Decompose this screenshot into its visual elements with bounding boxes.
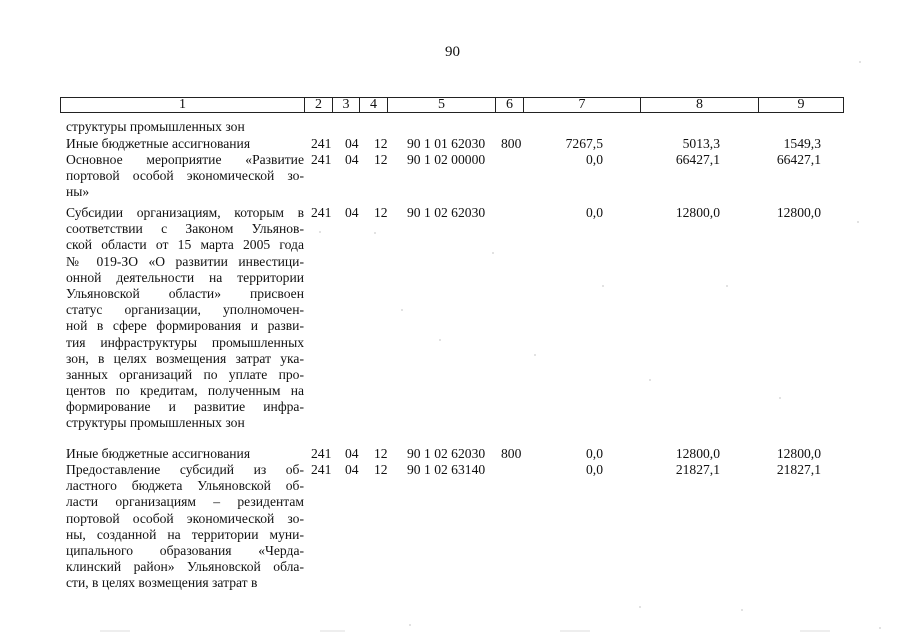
description-line: сти, в целях возмещения затрат в bbox=[66, 575, 258, 591]
cell-c7: 0,0 bbox=[586, 152, 603, 167]
row-description bbox=[66, 462, 304, 592]
description-line: Предоставление субсидий из об- bbox=[66, 462, 304, 477]
description-line: ны» bbox=[66, 184, 90, 200]
description-line: портовой особой экономической зо- bbox=[66, 510, 304, 526]
cell-c9: 66427,1 bbox=[776, 152, 821, 167]
description-line: ной в сфере формирования и разви- bbox=[66, 318, 304, 334]
header-col-1: 1 bbox=[61, 98, 305, 112]
description-line: занных организаций по уплате про- bbox=[66, 366, 304, 382]
cell-c7: 0,0 bbox=[586, 462, 603, 477]
cell-c5: 90 1 02 63140 bbox=[407, 462, 486, 477]
cell-c2: 241 bbox=[311, 446, 332, 461]
description-line: тия инфраструктуры промышленных bbox=[66, 334, 304, 350]
cell-c5: 90 1 02 62030 bbox=[407, 205, 486, 220]
description-line: Иные бюджетные ассигнования bbox=[66, 446, 251, 461]
header-col-4: 4 bbox=[360, 98, 388, 112]
cell-c3: 04 bbox=[345, 152, 359, 167]
description-line: № 019-ЗО «О развитии инвестици- bbox=[66, 253, 304, 269]
row-description bbox=[66, 152, 304, 201]
table-header bbox=[60, 97, 844, 113]
cell-c4: 12 bbox=[374, 136, 388, 151]
cell-c2: 241 bbox=[311, 136, 332, 151]
cell-c9: 12800,0 bbox=[776, 205, 821, 220]
description-line: зон, в целях возмещения затрат ука- bbox=[66, 350, 304, 366]
header-col-5: 5 bbox=[388, 98, 496, 112]
cell-c7: 0,0 bbox=[586, 446, 603, 461]
cell-c9: 12800,0 bbox=[776, 446, 821, 461]
description-line: статус организации, уполномочен- bbox=[66, 302, 304, 318]
cell-c4: 12 bbox=[374, 205, 388, 220]
header-col-8: 8 bbox=[641, 98, 759, 112]
description-line: клинский район» Ульяновской обла- bbox=[66, 559, 304, 575]
cell-c8: 12800,0 bbox=[675, 446, 720, 461]
description-line: ской области от 15 марта 2005 года bbox=[66, 237, 304, 253]
description-line: онной деятельности на территории bbox=[66, 269, 304, 285]
cell-c4: 12 bbox=[374, 446, 388, 461]
cell-c8: 5013,3 bbox=[682, 136, 720, 151]
description-line: центов по кредитам, полученным на bbox=[66, 383, 304, 399]
cell-c6: 800 bbox=[501, 136, 522, 151]
description-line: ны, созданной на территории муни- bbox=[66, 526, 304, 542]
description-line: ластного бюджета Ульяновской об- bbox=[66, 478, 304, 494]
cell-c2: 241 bbox=[311, 152, 332, 167]
description-line: структуры промышленных зон bbox=[66, 415, 245, 431]
cell-c6: 800 bbox=[501, 446, 522, 461]
description-line: Основное мероприятие «Развитие bbox=[66, 152, 304, 167]
header-col-3: 3 bbox=[333, 98, 360, 112]
cell-c5: 90 1 01 62030 bbox=[407, 136, 486, 151]
header-col-2: 2 bbox=[305, 98, 333, 112]
description-line: ласти организациям – резидентам bbox=[66, 494, 304, 510]
cell-c4: 12 bbox=[374, 152, 388, 167]
cell-c9: 1549,3 bbox=[783, 136, 821, 151]
description-line: структуры промышленных зон bbox=[66, 119, 245, 134]
page-number: 90 bbox=[445, 44, 460, 60]
cell-c2: 241 bbox=[311, 462, 332, 477]
row-description bbox=[66, 119, 304, 135]
cell-c4: 12 bbox=[374, 462, 388, 477]
cell-c7: 7267,5 bbox=[565, 136, 603, 151]
header-col-7: 7 bbox=[524, 98, 641, 112]
cell-c2: 241 bbox=[311, 205, 332, 220]
cell-c8: 12800,0 bbox=[675, 205, 720, 220]
description-line: Субсидии организациям, которым в bbox=[66, 205, 304, 220]
cell-c5: 90 1 02 62030 bbox=[407, 446, 486, 461]
description-line: ципального образования «Черда- bbox=[66, 542, 304, 558]
description-line: формирование и развитие инфра- bbox=[66, 399, 304, 415]
header-col-6: 6 bbox=[496, 98, 524, 112]
cell-c8: 21827,1 bbox=[675, 462, 720, 477]
cell-c7: 0,0 bbox=[586, 205, 603, 220]
cell-c9: 21827,1 bbox=[776, 462, 821, 477]
cell-c3: 04 bbox=[345, 136, 359, 151]
cell-c3: 04 bbox=[345, 205, 359, 220]
description-line: соответствии с Законом Ульянов- bbox=[66, 221, 304, 237]
cell-c8: 66427,1 bbox=[675, 152, 720, 167]
cell-c3: 04 bbox=[345, 462, 359, 477]
header-col-9: 9 bbox=[797, 97, 805, 112]
description-line: Ульяновской области» присвоен bbox=[66, 285, 304, 301]
row-description bbox=[66, 446, 304, 462]
row-description bbox=[66, 136, 304, 152]
description-line: Иные бюджетные ассигнования bbox=[66, 136, 251, 151]
cell-c5: 90 1 02 00000 bbox=[407, 152, 486, 167]
cell-c3: 04 bbox=[345, 446, 359, 461]
description-line: портовой особой экономической зо- bbox=[66, 168, 304, 184]
row-description bbox=[66, 205, 304, 432]
